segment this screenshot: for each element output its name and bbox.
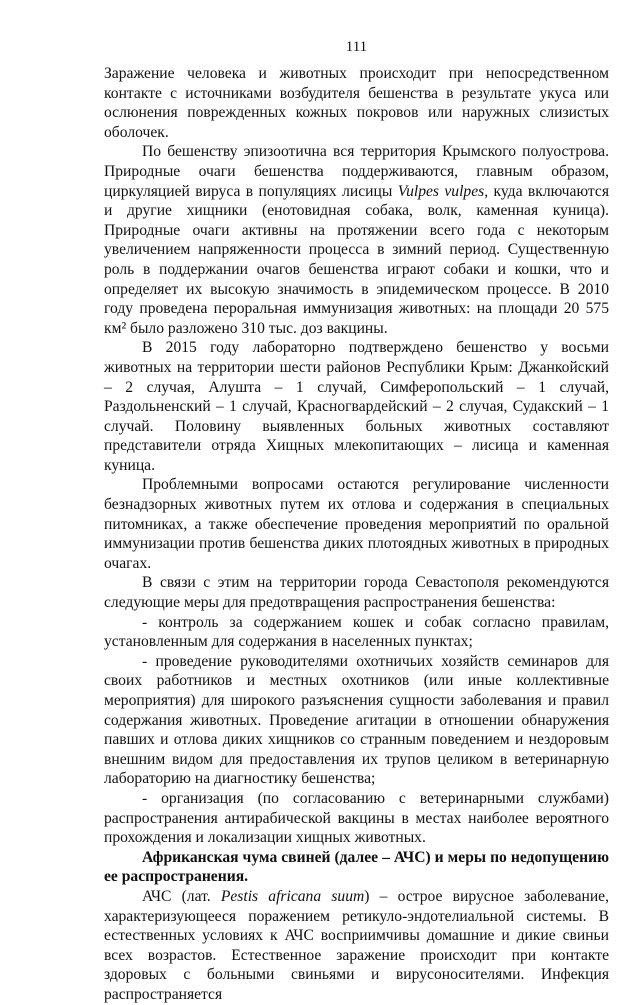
paragraph-text: АЧС (лат. bbox=[142, 887, 211, 905]
section-heading-asf: Африканская чума свиней (далее – АЧС) и меры по недопущению ее распространения. bbox=[104, 848, 609, 886]
page-number: 111 bbox=[345, 39, 368, 55]
paragraph-recommendations-intro: В связи с этим на территории города Севастополя рекомендуются следующие меры для предотвращения распространения бешенства: bbox=[104, 574, 609, 612]
latin-disease-name: Pestis africana suum bbox=[220, 887, 365, 905]
paragraph-infection-transmission: Заражение человека и животных происходит при непосредственном контакте с источниками возбудителя бешенства в результате укуса или ослюнения поврежденных кожных покровов или наружных слизистых оболочек. bbox=[104, 65, 609, 141]
list-item: - контроль за содержанием кошек и собак согласно правилам, установленным для содержания в населенных пунктах; bbox=[104, 613, 609, 651]
paragraph-2015-cases: В 2015 году лабораторно подтверждено бешенство у восьми животных на территории шести районов Республики Крым: Джанкойский – 2 случая, Алушта – 1 случай, Симферопольский – 1 случай, Раздольненский – 1 случай, Красногвардейский – 2 случая, Судакский – 1 случай. Половину выявленных больных животных составляют представители отряда Хищных млекопитающих – лисица и каменная куница. bbox=[104, 339, 609, 474]
list-item: - проведение руководителями охотничьих хозяйств семинаров для своих работников и местных охотников (или иные коллективные мероприятия) для широкого разъяснения сущности заболевания и правил содержания животных. Проведение агитации в отношении обнаружения павших и отлова диких хищников со странным поведением и нездоровым внешним видом для предоставления их трупов целиком в ветеринарную лабораторию на диагностику бешенства; bbox=[104, 652, 609, 788]
list-item: - организация (по согласованию с ветеринарными службами) распространения антирабической вакцины в местах наиболее вероятного прохождения и локализации хищных животных. bbox=[104, 789, 609, 847]
paragraph-text: По бешенству эпизоотична вся территория Крымского полуострова. Природные очаги бешенства поддерживаются, главным образом, циркуляцией вируса в популяциях лисицы bbox=[104, 143, 609, 200]
paragraph-problems: Проблемными вопросами остаются регулирование численности безнадзорных животных путем их отлова и содержания в специальных питомниках, а также обеспечение проведения мероприятий по оральной иммунизации против бешенства диких плотоядных животных в природных очагах. bbox=[104, 476, 609, 572]
paragraph-text: ) – острое вирусное заболевание, характеризующееся поражением ретикуло-эндотелиальной системы. В естественных условиях к АЧС восприимчивы домашние и дикие свиньи всех возрастов. Естественное заражение происходит при контакте здоровых с больными свиньями и вирусоносителями. Инфекция распространяется bbox=[104, 887, 610, 1003]
latin-species-name: Vulpes vulpes bbox=[397, 182, 485, 200]
paragraph-text: , куда включаются и другие хищники (енотовидная собака, волк, каменная куница). Природные очаги активны на протяжении всего года с некоторым увеличением напряженности процесса в зимний период. Существенную роль в поддержании очагов бешенства играют собаки и кошки, что и определяет их высокую значимость в эпидемическом процессе. В 2010 году проведена пероральная иммунизация животных: на площади 20 575 км² было разложено 310 тыс. доз вакцины. bbox=[104, 182, 609, 337]
paragraph-crimea-rabies bbox=[104, 142, 609, 338]
